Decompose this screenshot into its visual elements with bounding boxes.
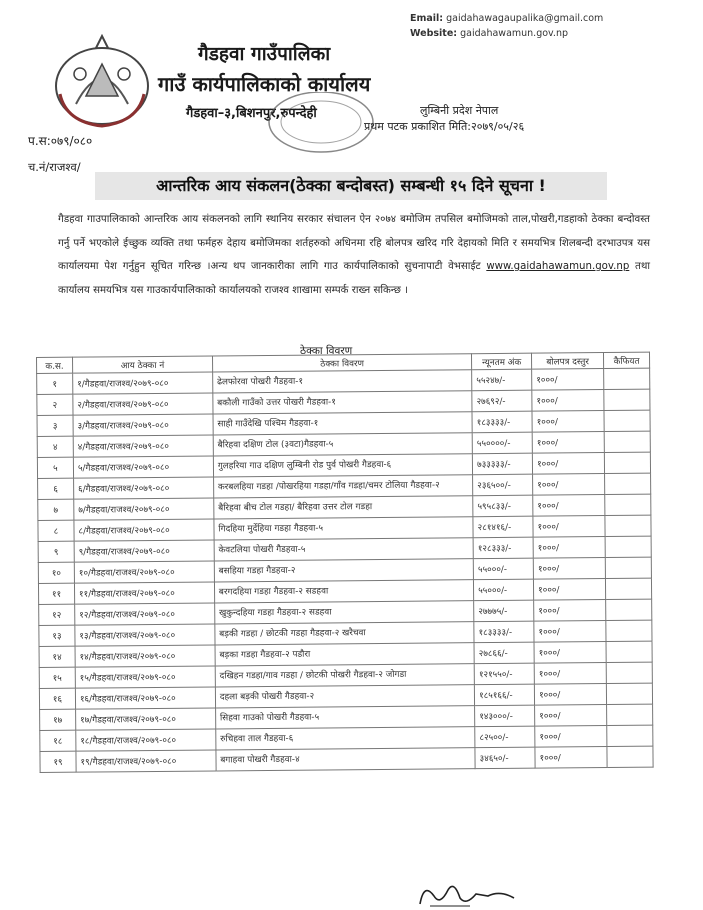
cell-remarks [605,473,651,494]
cell-bid-fee: १०००/ [535,747,607,769]
cell-bid-fee: १०००/ [533,537,605,559]
cell-bid-fee: १०००/ [532,411,604,433]
cell-minimum-amount: २८१४१६/- [473,516,533,538]
cell-remarks [605,536,651,557]
website-link[interactable]: gaidahawamun.gov.np [460,28,569,39]
cell-remarks [605,515,651,536]
cell-bid-fee: १०००/ [533,495,605,517]
cell-minimum-amount: १८३३३३/- [474,621,534,643]
cell-minimum-amount: ५५००००/- [472,432,532,454]
notice-body [58,208,650,302]
email-link[interactable]: gaidahawagaupalika@gmail.com [446,13,604,24]
dispatch-number: च.नं/राजश्व/ [28,160,81,174]
cell-sn: १३ [39,625,75,646]
office-name: गाउँ कार्यपालिकाको कार्यालय [158,72,371,96]
cell-description: बरगदहिया गडहा गैडहवा-२ सडहवा [214,580,473,603]
cell-remarks [604,431,650,452]
email-label: Email: [410,13,444,24]
cell-bid-fee: १०००/ [534,684,606,706]
cell-description: साही गाउँदेखि पश्चिम गैडहवा-१ [213,412,472,435]
website-label: Website: [410,28,458,39]
cell-contract-no: १६/गैडहवा/राजश्व/२०७९-०८० [75,687,215,709]
cell-contract-no: ७/गैडहवा/राजश्व/२०७९-०८० [74,498,214,520]
cell-minimum-amount: ८२५००/- [475,726,535,748]
cell-bid-fee: १०००/ [534,663,606,685]
cell-description: दहला बड़की पोखरी गैडहवा-२ [215,685,474,708]
cell-remarks [605,578,651,599]
cell-contract-no: ८/गैडहवा/राजश्व/२०७९-०८० [74,519,214,541]
cell-remarks [605,494,651,515]
cell-contract-no: १९/गैडहवा/राजश्व/२०७९-०८० [76,750,216,772]
cell-remarks [606,599,652,620]
cell-bid-fee: १०००/ [534,621,606,643]
cell-minimum-amount: ५५०००/- [474,579,534,601]
cell-sn: ९ [38,541,74,562]
notice-body-text-2: तथा कार्यालय समयभित्र यस गाउकार्यपालिकाको कार्यालयको राजश्व शाखामा सम्पर्क राख्न सकिन्छ । [58,261,650,296]
cell-contract-no: १०/गैडहवा/राजश्व/२०७९-०८० [74,561,214,583]
cell-minimum-amount: ५९५८३३/- [473,495,533,517]
cell-contract-no: ५/गैडहवा/राजश्व/२०७९-०८० [73,456,213,478]
notice-body-text: गैडहवा गाउपालिकाको आन्तरिक आय संकलनको लागि स्थानिय सरकार संचालन ऐन २०७४ बमोजिम तपसिल बमोजिमको ताल,पोखरी,गडहाको ठेक्का बन्दोवस्त गर्नु पर्ने भएकोले ईच्छुक व्यक्ति तथा फर्महरु देहाय बमोजिमका शर्तहरुको अधिनमा रहि बोलपत्र खरिद गरि देहायको मिति र समयभित्र शिलबन्दी दरभाउपत्र यस कार्यालयमा पेश गर्नुहुन सूचित गरिन्छ ।अन्य थप जानकारीका लागि गाउ कार्यपालिकाको सुचनापाटी वेभसाईट [58,214,650,273]
cell-minimum-amount: ५५२४७/- [472,369,532,391]
cell-minimum-amount: २७८६६/- [474,642,534,664]
table-caption: ठेक्का विवरण [300,345,353,357]
cell-sn: ३ [37,415,73,436]
cell-sn: ५ [37,457,73,478]
cell-bid-fee: १०००/ [533,516,605,538]
cell-minimum-amount: २३६५००/- [473,474,533,496]
cell-minimum-amount: १४३०००/- [475,705,535,727]
cell-sn: ६ [38,478,74,499]
cell-remarks [606,662,652,683]
cell-contract-no: १/गैडहवा/राजश्व/२०७९-०८० [73,372,213,394]
cell-description: गुलहरिया गाउ दक्षिण लुम्बिनी रोड पुर्व पोखरी गैडहवा-६ [213,454,472,477]
website-body-link[interactable]: www.gaidahawamun.gov.np [486,261,630,273]
cell-minimum-amount: १८३३३३/- [472,411,532,433]
cell-sn: ४ [37,436,73,457]
cell-minimum-amount: ३४६५०/- [475,747,535,769]
cell-sn: १५ [39,667,75,688]
cell-description: करबलहिया गडहा /पोखरहिया गडहा/गाँव गडहा/चमर टोलिया गैडहवा-२ [213,475,472,498]
cell-bid-fee: १०००/ [535,705,607,727]
cell-contract-no: १८/गैडहवा/राजश्व/२०७९-०८० [76,729,216,751]
cell-sn: १९ [40,751,76,772]
cell-contract-no: ६/गैडहवा/राजश्व/२०७९-०८० [74,477,214,499]
cell-remarks [605,557,651,578]
cell-contract-no: ११/गैडहवा/राजश्व/२०७९-०८० [74,582,214,604]
contract-table [36,352,654,773]
cell-contract-no: ९/गैडहवा/राजश्व/२०७९-०८० [74,540,214,562]
cell-contract-no: २/गैडहवा/राजश्व/२०७९-०८० [73,393,213,415]
cell-sn: १८ [40,730,76,751]
cell-description: बकौली गाउँको उत्तर पोखरी गैडहवा-१ [213,391,472,414]
cell-remarks [606,683,652,704]
cell-description: ढेलफोरवा पोखरी गैडहवा-१ [212,370,471,393]
cell-remarks [606,641,652,662]
cell-contract-no: १३/गैडहवा/राजश्व/२०७९-०८० [75,624,215,646]
cell-minimum-amount: १८५१६६/- [475,684,535,706]
cell-bid-fee: १०००/ [534,642,606,664]
cell-sn: १० [38,562,74,583]
cell-bid-fee: १०००/ [532,390,604,412]
cell-description: बैरिहवा दक्षिण टोल (३वटा)गैडहवा-५ [213,433,472,456]
cell-sn: २ [37,394,73,415]
cell-remarks [604,389,650,410]
col-header-description: ठेक्का विवरण [212,354,471,372]
cell-remarks [607,746,653,767]
cell-description: सिहवा गाउको पोखरी गैडहवा-५ [215,706,474,729]
col-header-bid-fee: बोलपत्र दस्तुर [532,353,604,370]
org-name: गैडहवा गाउँपालिका [198,43,331,65]
cell-sn: ८ [38,520,74,541]
cell-bid-fee: १०००/ [532,369,604,391]
cell-description: दखिहन गडहा/गाव गडहा / छोटकी पोखरी गैडहवा-२ जोगडा [215,664,474,687]
cell-contract-no: १७/गैडहवा/राजश्व/२०७९-०८० [76,708,216,730]
cell-minimum-amount: ७३३३३३/- [473,453,533,475]
cell-description: खुकुन्दहिया गडहा गैडहवा-२ सडहवा [214,601,473,624]
contact-block [410,11,603,41]
cell-description: बड़का गडहा गैडहवा-२ पडौरा [215,643,474,666]
cell-contract-no: ३/गैडहवा/राजश्व/२०७९-०८० [73,414,213,436]
nepal-emblem-icon [46,34,158,130]
cell-contract-no: ४/गैडहवा/राजश्व/२०७९-०८० [73,435,213,457]
cell-remarks [604,410,650,431]
cell-sn: १ [37,373,73,394]
cell-remarks [607,704,653,725]
office-seal-icon [262,92,380,162]
cell-bid-fee: १०००/ [533,558,605,580]
cell-minimum-amount: ५५०००/- [473,558,533,580]
table-row [40,746,653,772]
letter-number: प.स:०७९/०८० [28,134,93,148]
cell-bid-fee: १०००/ [534,579,606,601]
cell-sn: १४ [39,646,75,667]
cell-description: बड़की गडहा / छोटकी गडहा गैडहवा-२ खरैचवा [215,622,474,645]
cell-contract-no: १५/गैडहवा/राजश्व/२०७९-०८० [75,666,215,688]
cell-description: बैरिहवा बीच टोल गडहा/ बैरिहवा उत्तर टोल गडहा [214,496,473,519]
cell-description: बसहिया गडहा गैडहवा-२ [214,559,473,582]
cell-sn: १६ [39,688,75,709]
cell-sn: १२ [39,604,75,625]
signature-icon [410,876,550,910]
notice-title: आन्तरिक आय संकलन(ठेक्का बन्दोबस्त) सम्बन्धी १५ दिने सूचना ! [95,172,607,200]
published-date: प्रथम पटक प्रकाशित मिति:२०७९/०५/२६ [364,120,525,133]
cell-sn: १७ [40,709,76,730]
office-address: गैडहवा–३,बिशनपुर,रुपन्देही [186,106,317,121]
cell-bid-fee: १०००/ [532,453,604,475]
cell-sn: ७ [38,499,74,520]
cell-remarks [604,452,650,473]
cell-remarks [606,620,652,641]
cell-contract-no: १२/गैडहवा/राजश्व/२०७९-०८० [75,603,215,625]
cell-description: रुचिहवा ताल गैडहवा-६ [216,727,475,750]
cell-minimum-amount: १२८३३३/- [473,537,533,559]
cell-minimum-amount: १२१५५०/- [474,663,534,685]
col-header-contract-no: आय ठेक्का नं [72,356,212,373]
cell-minimum-amount: २७६९२/- [472,390,532,412]
cell-bid-fee: १०००/ [534,600,606,622]
cell-remarks [604,368,650,389]
cell-description: केवटलिया पोखरी गैडहवा-५ [214,538,473,561]
cell-bid-fee: १०००/ [535,726,607,748]
col-header-remarks: कैफियत [603,352,649,368]
cell-description: बगाहवा पोखरी गैडहवा-४ [216,748,475,771]
cell-bid-fee: १०००/ [533,474,605,496]
table-body [37,368,653,772]
col-header-sn: क.स. [37,357,73,373]
cell-remarks [607,725,653,746]
province-text: लुम्बिनी प्रदेश नेपाल [420,104,499,117]
cell-sn: ११ [38,583,74,604]
cell-description: गिदहिया मुर्देहिया गडहा गैडहवा-५ [214,517,473,540]
cell-contract-no: १४/गैडहवा/राजश्व/२०७९-०८० [75,645,215,667]
cell-bid-fee: १०००/ [532,432,604,454]
col-header-minimum-amount: न्यूनतम अंक [472,353,532,370]
cell-minimum-amount: २७७७५/- [474,600,534,622]
